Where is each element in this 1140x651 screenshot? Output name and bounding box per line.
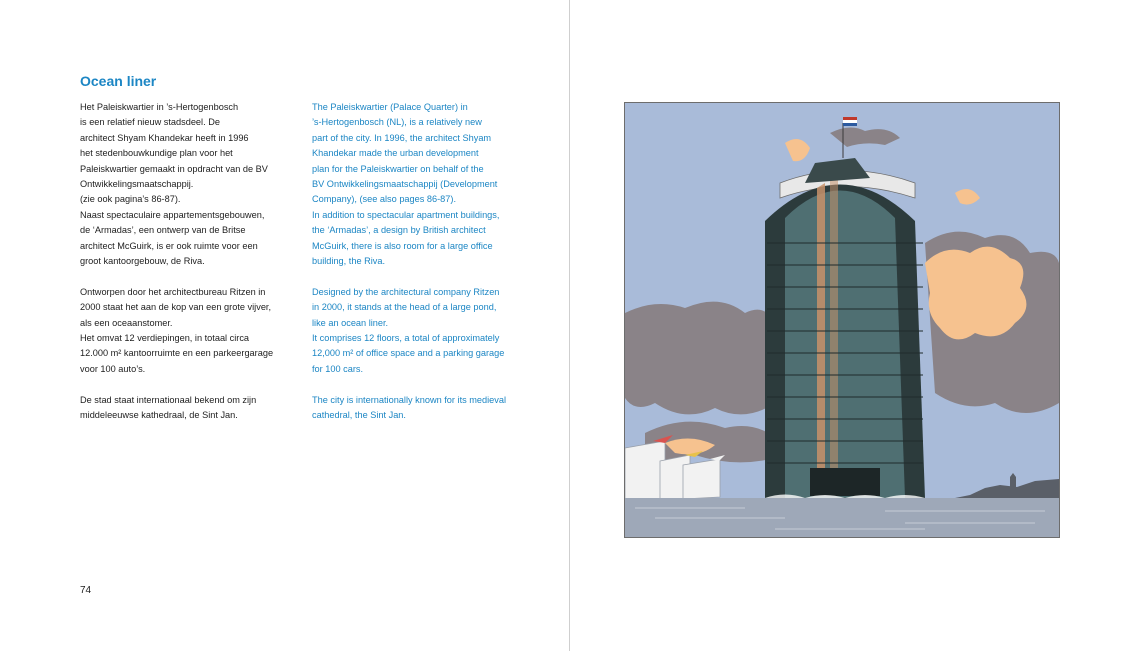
text-line: Het omvat 12 verdiepingen, in totaal circa bbox=[80, 333, 250, 344]
text-line: het stedenbouwkundige plan voor het bbox=[80, 148, 233, 159]
text-line: plan for the Paleiskwartier on behalf of the bbox=[312, 163, 484, 174]
flag-white bbox=[843, 120, 857, 123]
text-line: 12,000 m² of office space and a parking garage bbox=[312, 348, 505, 359]
text-line: De stad staat internationaal bekend om zijn bbox=[80, 394, 257, 405]
flag-red bbox=[843, 117, 857, 120]
text-line: McGuirk, there is also room for a large office bbox=[312, 240, 493, 251]
text-line: cathedral, the Sint Jan. bbox=[312, 410, 406, 421]
english-paragraph-3 bbox=[312, 393, 542, 424]
text-line: Company), (see also pages 86-87). bbox=[312, 194, 457, 205]
text-line: architect McGuirk, is er ook ruimte voor een bbox=[80, 240, 258, 251]
text-line: It comprises 12 floors, a total of approximately bbox=[312, 333, 500, 344]
text-line: In addition to spectacular apartment buildings, bbox=[312, 209, 500, 220]
text-line: de ‘Armadas’, een ontwerp van de Britse bbox=[80, 225, 246, 236]
text-line: Designed by the architectural company Ritzen bbox=[312, 286, 500, 297]
english-paragraph-2 bbox=[312, 285, 542, 377]
text-line: voor 100 auto’s. bbox=[80, 363, 146, 374]
text-line: ’s-Hertogenbosch (NL), is a relatively new bbox=[312, 117, 482, 128]
text-line: 12.000 m² kantoorruimte en een parkeergarage bbox=[80, 348, 274, 359]
english-text-column bbox=[312, 100, 542, 424]
text-line: 2000 staat het aan de kop van een grote vijver, bbox=[80, 302, 272, 313]
text-line: part of the city. In 1996, the architect Shyam bbox=[312, 132, 492, 143]
text-line: The Paleiskwartier (Palace Quarter) in bbox=[312, 102, 468, 112]
tower-glass-facade bbox=[785, 191, 905, 499]
text-line: Naast spectaculaire appartementsgebouwen, bbox=[80, 209, 265, 220]
dutch-text-column bbox=[80, 100, 310, 424]
flag-blue bbox=[843, 123, 857, 126]
page-number: 74 bbox=[80, 585, 92, 596]
text-line: groot kantoorgebouw, de Riva. bbox=[80, 256, 205, 267]
text-line: The city is internationally known for its medieval bbox=[312, 394, 507, 405]
text-line: middeleeuwse kathedraal, de Sint Jan. bbox=[80, 410, 238, 421]
text-line: als een oceaanstomer. bbox=[80, 317, 173, 328]
text-line: like an ocean liner. bbox=[312, 317, 389, 328]
dutch-paragraph-3 bbox=[80, 393, 310, 424]
text-line: the ‘Armadas’, a design by British architect bbox=[312, 225, 486, 236]
text-line: building, the Riva. bbox=[312, 256, 386, 267]
text-line: is een relatief nieuw stadsdeel. De bbox=[80, 117, 220, 128]
dutch-paragraph-2 bbox=[80, 285, 310, 377]
text-line: Het Paleiskwartier in ’s-Hertogenbosch bbox=[80, 102, 239, 112]
riva-tower-svg bbox=[625, 103, 1059, 537]
text-line: Ontwikkelingsmaatschappij. bbox=[80, 179, 194, 190]
text-line: Ontworpen door het architectbureau Ritzen in bbox=[80, 286, 266, 297]
text-line: Paleiskwartier gemaakt in opdracht van de BV bbox=[80, 163, 268, 174]
page-gutter bbox=[569, 0, 570, 651]
tower-lit-windows bbox=[817, 183, 825, 483]
text-line: Khandekar made the urban development bbox=[312, 148, 479, 159]
riva-tower-illustration bbox=[624, 102, 1060, 538]
text-line: architect Shyam Khandekar heeft in 1996 bbox=[80, 132, 249, 143]
dutch-paragraph-1 bbox=[80, 100, 310, 269]
text-line: (zie ook pagina’s 86-87). bbox=[80, 194, 181, 205]
text-line: BV Ontwikkelingsmaatschappij (Development bbox=[312, 179, 498, 190]
tower-entrance bbox=[810, 468, 880, 496]
text-line: for 100 cars. bbox=[312, 363, 364, 374]
text-line: in 2000, it stands at the head of a large pond, bbox=[312, 302, 497, 313]
page-title: Ocean liner bbox=[80, 73, 157, 89]
english-paragraph-1 bbox=[312, 100, 542, 269]
